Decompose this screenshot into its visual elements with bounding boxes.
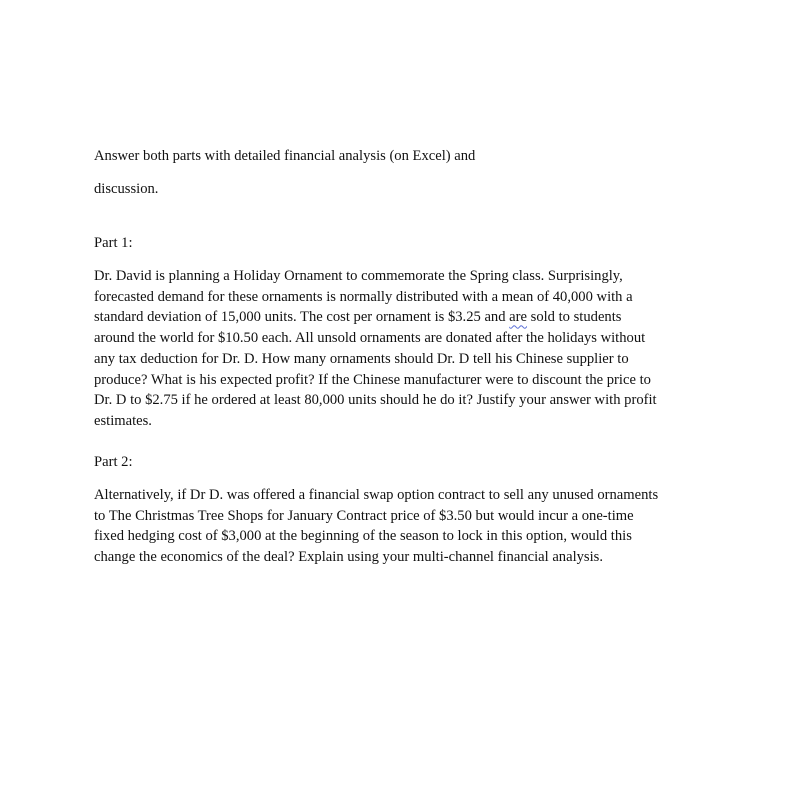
part2-line-4: change the economics of the deal? Explain using your multi-channel financial analysis. bbox=[94, 549, 603, 566]
part1-line-6: produce? What is his expected profit? If the Chinese manufacturer were to discount the price to bbox=[94, 371, 651, 388]
intro-line-1: Answer both parts with detailed financial analysis (on Excel) and bbox=[94, 148, 476, 164]
part2-line-3: fixed hedging cost of $3,000 at the beginning of the season to lock in this option, would this bbox=[94, 528, 632, 545]
part1-line-3 bbox=[94, 307, 724, 328]
part1-line-7: Dr. D to $2.75 if he ordered at least 80,000 units should he do it? Justify your answer with profit bbox=[94, 392, 657, 409]
part1-line-8: estimates. bbox=[94, 412, 152, 429]
part1-line-1: Dr. David is planning a Holiday Ornament to commemorate the Spring class. Surprisingly, bbox=[94, 268, 623, 284]
part1-heading: Part 1: bbox=[94, 235, 133, 251]
spellcheck-flagged-word: are bbox=[509, 309, 527, 326]
part1-line-3-text-b: sold to students bbox=[527, 309, 622, 326]
part2-line-2: to The Christmas Tree Shops for January Contract price of $3.50 but would incur a one-time bbox=[94, 507, 634, 524]
document-page bbox=[94, 0, 724, 805]
intro-line-2: discussion. bbox=[94, 181, 159, 197]
part1-paragraph bbox=[94, 266, 724, 432]
part2-paragraph bbox=[94, 485, 724, 568]
part1-line-4: around the world for $10.50 each. All unsold ornaments are donated after the holidays without bbox=[94, 330, 646, 347]
part1-line-3-text-a: standard deviation of 15,000 units. The cost per ornament is $3.25 and bbox=[94, 309, 510, 326]
part2-heading: Part 2: bbox=[94, 454, 133, 470]
part1-line-5: any tax deduction for Dr. D. How many ornaments should Dr. D tell his Chinese supplier to bbox=[94, 350, 629, 367]
part2-line-1: Alternatively, if Dr D. was offered a financial swap option contract to sell any unused ornaments bbox=[94, 487, 659, 503]
part1-line-2: forecasted demand for these ornaments is normally distributed with a mean of 40,000 with a bbox=[94, 288, 633, 305]
